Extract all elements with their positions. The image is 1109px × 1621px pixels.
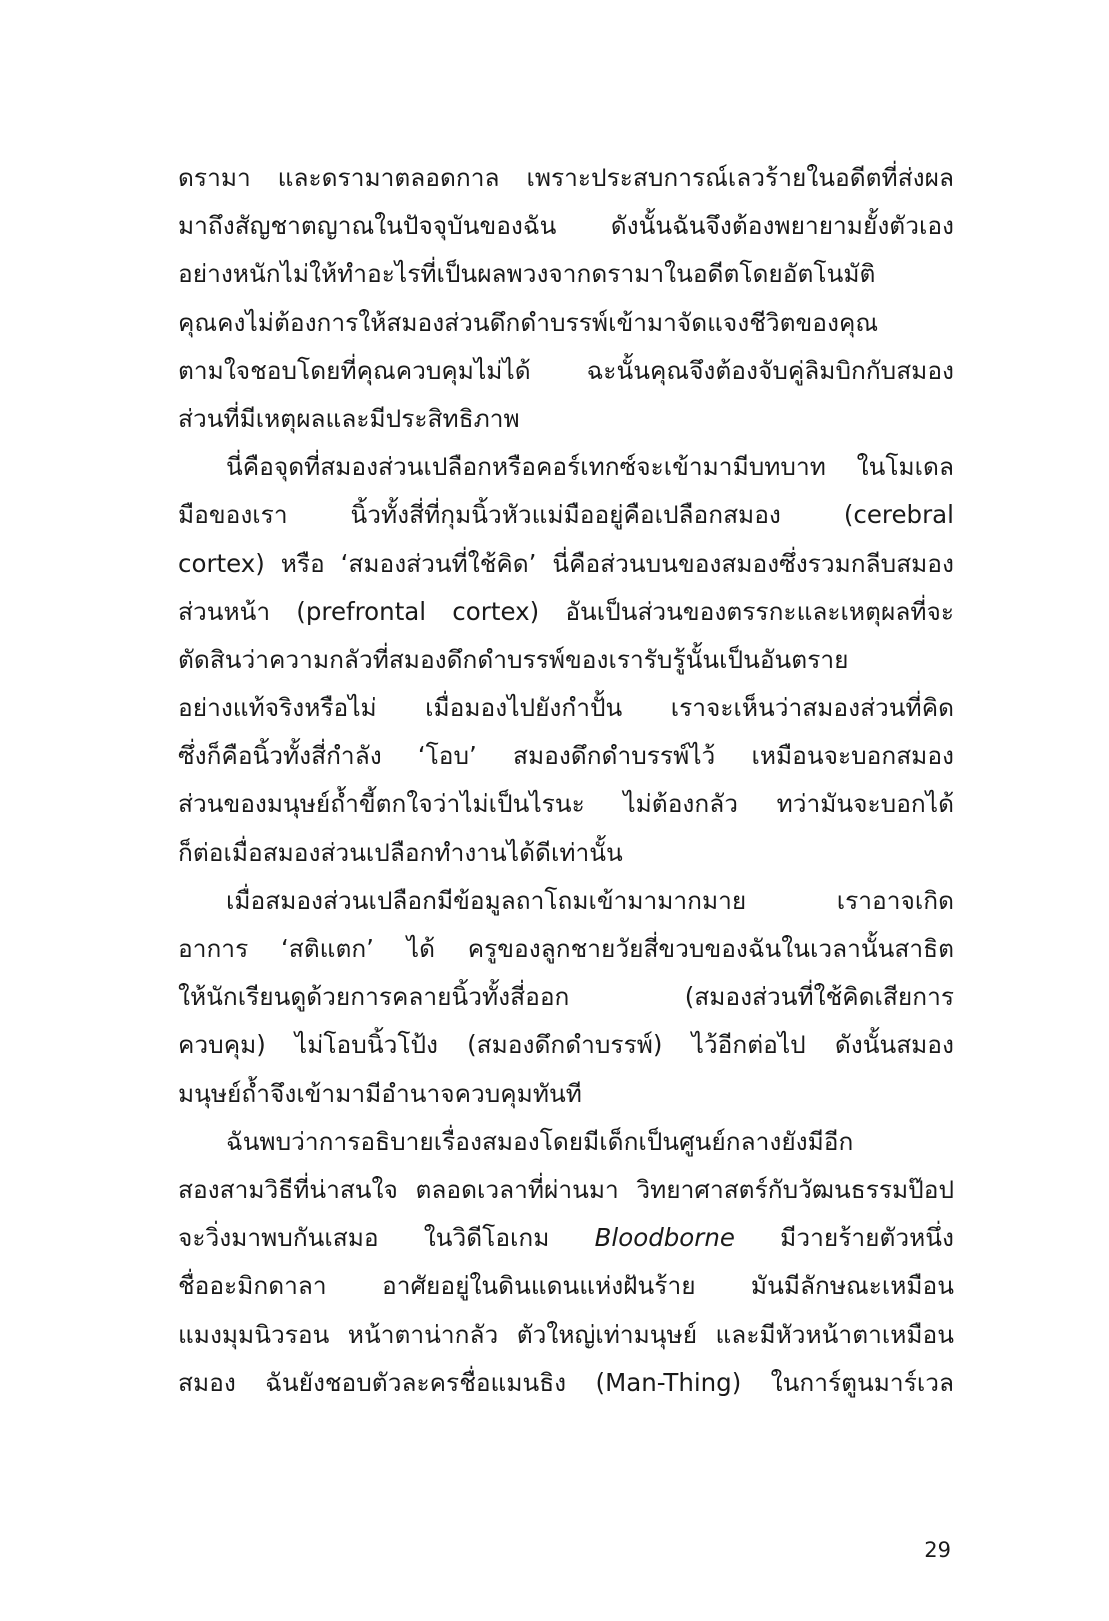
text-line: ฉันพบว่าการอธิบายเรื่องสมองโดยมีเด็กเป็นศูนย์กลางยังมีอีก [226, 1126, 854, 1156]
text-line: นี่คือจุดที่สมองส่วนเปลือกหรือคอร์เทกซ์จะเข้ามามีบทบาท ในโมเดล [226, 452, 954, 482]
text-segment: จะวิ่งมาพบกันเสมอ ในวิดีโอเกม [178, 1223, 550, 1253]
text-line: ก็ต่อเมื่อสมองส่วนเปลือกทำงานได้ดีเท่านั้น [178, 837, 623, 867]
text-line: สมอง ฉันยังชอบตัวละครชื่อแมนธิง (Man-Thing) ในการ์ตูนมาร์เวล [178, 1367, 954, 1397]
text-line: ซึ่งก็คือนิ้วทั้งสี่กำลัง ‘โอบ’ สมองดึกดำบรรพ์ไว้ เหมือนจะบอกสมอง [178, 741, 954, 771]
paragraph-4 [178, 1118, 954, 1407]
text-line: ส่วนของมนุษย์ถ้ำขี้ตกใจว่าไม่เป็นไรนะ ไม่ต้องกลัว ทว่ามันจะบอกได้ [178, 789, 954, 819]
paragraph-3 [178, 877, 954, 1118]
text-line [178, 1214, 954, 1262]
text-segment: มีวายร้ายตัวหนึ่ง [780, 1223, 954, 1253]
text-line: ส่วนที่มีเหตุผลและมีประสิทธิภาพ [178, 403, 520, 433]
text-line: ดรามา และดรามาตลอดกาล เพราะประสบการณ์เลวร้ายในอดีตที่ส่งผล [178, 163, 954, 192]
text-line: ตามใจชอบโดยที่คุณควบคุมไม่ได้ ฉะนั้นคุณจึงต้องจับคู่ลิมบิกกับสมอง [178, 355, 954, 385]
text-line: สองสามวิธีที่น่าสนใจ ตลอดเวลาที่ผ่านมา วิทยาศาสตร์กับวัฒนธรรมป๊อป [178, 1174, 954, 1204]
text-line: อย่างแท้จริงหรือไม่ เมื่อมองไปยังกำปั้น เราจะเห็นว่าสมองส่วนที่คิด [178, 693, 954, 723]
text-line: ให้นักเรียนดูด้วยการคลายนิ้วทั้งสี่ออก (สมองส่วนที่ใช้คิดเสียการ [178, 982, 954, 1012]
paragraph-1 [178, 154, 954, 443]
body-text [178, 154, 954, 1407]
text-line: cortex) หรือ ‘สมองส่วนที่ใช้คิด’ นี่คือส่วนบนของสมองซึ่งรวมกลีบสมอง [178, 548, 954, 578]
text-line: ชื่ออะมิกดาลา อาศัยอยู่ในดินแดนแห่งฝันร้าย มันมีลักษณะเหมือน [178, 1271, 954, 1301]
text-line: แมงมุมนิวรอน หน้าตาน่ากลัว ตัวใหญ่เท่ามนุษย์ และมีหัวหน้าตาเหมือน [178, 1319, 954, 1349]
text-line: เมื่อสมองส่วนเปลือกมีข้อมูลถาโถมเข้ามามากมาย เราอาจเกิด [226, 885, 954, 915]
text-line: มาถึงสัญชาตญาณในปัจจุบันของฉัน ดังนั้นฉันจึงต้องพยายามยั้งตัวเอง [178, 211, 954, 241]
text-line: ตัดสินว่าความกลัวที่สมองดึกดำบรรพ์ของเรารับรู้นั้นเป็นอันตราย [178, 644, 849, 674]
text-line: อาการ ‘สติแตก’ ได้ ครูของลูกชายวัยสี่ขวบของฉันในเวลานั้นสาธิต [178, 934, 954, 963]
page-number: 29 [924, 1538, 951, 1562]
text-line: คุณคงไม่ต้องการให้สมองส่วนดึกดำบรรพ์เข้ามาจัดแจงชีวิตของคุณ [178, 307, 879, 337]
text-line: ส่วนหน้า (prefrontal cortex) อันเป็นส่วนของตรรกะและเหตุผลที่จะ [178, 596, 954, 626]
text-line: ควบคุม) ไม่โอบนิ้วโป้ง (สมองดึกดำบรรพ์) ไว้อีกต่อไป ดังนั้นสมอง [178, 1030, 954, 1060]
italic-game-title: Bloodborne [594, 1223, 735, 1253]
paragraph-2 [178, 443, 954, 877]
text-line: มนุษย์ถ้ำจึงเข้ามามีอำนาจควบคุมทันที [178, 1078, 582, 1108]
text-line: มือของเรา นิ้วทั้งสี่ที่กุมนิ้วหัวแม่มืออยู่คือเปลือกสมอง (cerebral [178, 500, 954, 530]
text-line: อย่างหนักไม่ให้ทำอะไรที่เป็นผลพวงจากดรามาในอดีตโดยอัตโนมัติ [178, 259, 876, 289]
